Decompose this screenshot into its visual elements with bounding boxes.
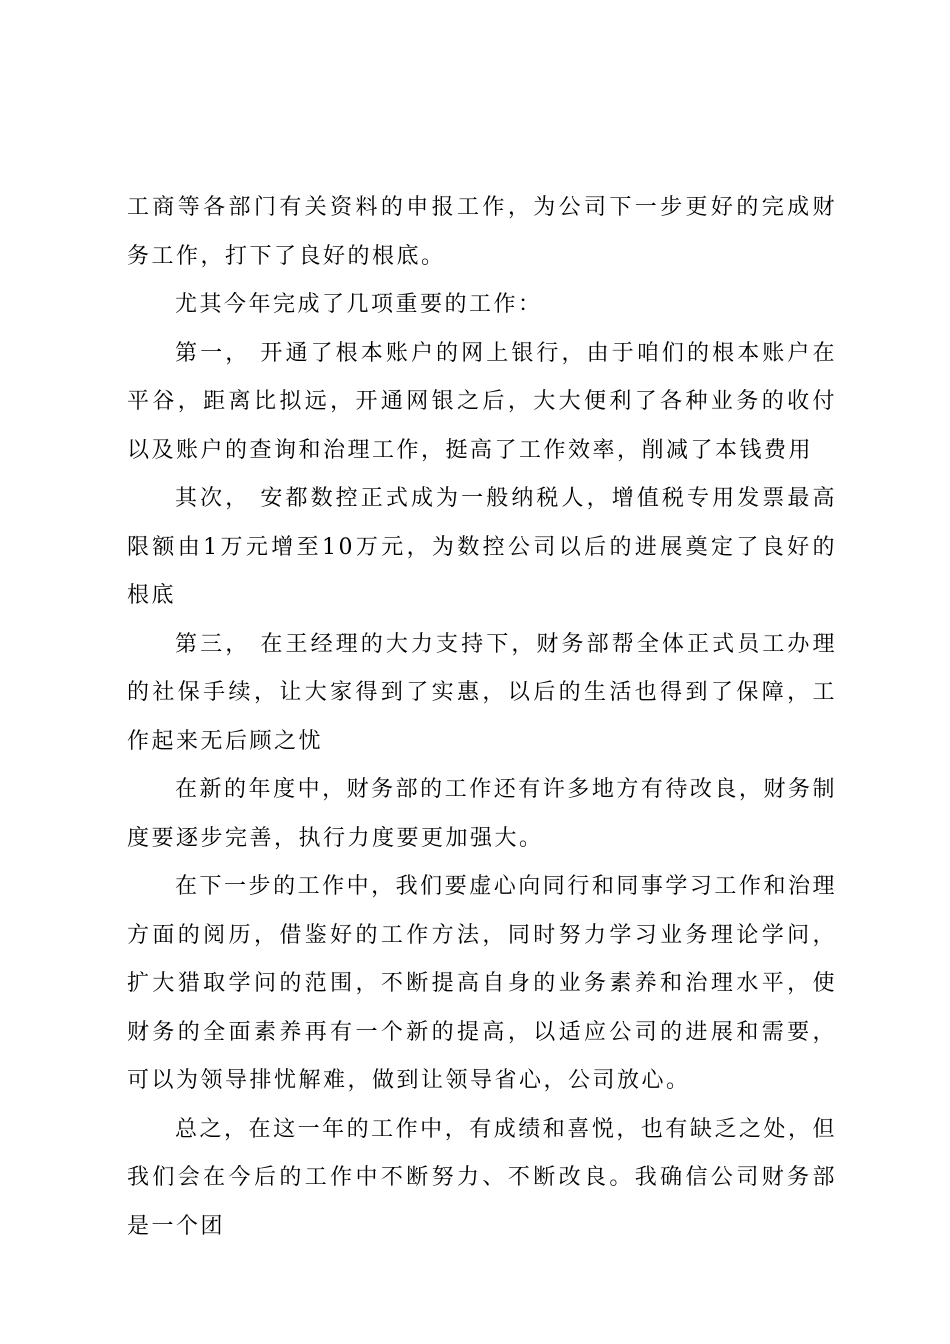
paragraph-key-tasks-heading: 尤其今年完成了几项重要的工作： (175, 292, 543, 317)
document-body (127, 184, 837, 1251)
paragraph-new-year-plan: 在新的年度中，财务部的工作还有许多地方有待改良，财务制度要逐步完善，执行力度要更加强大。 (127, 777, 837, 851)
paragraph-task-three: 第三， 在王经理的大力支持下，财务部帮全体正式员工办理的社保手续，让大家得到了实惠，以后的生活也得到了保障，工作起来无后顾之忧 (127, 631, 837, 754)
paragraph-task-one: 第一， 开通了根本账户的网上银行，由于咱们的根本账户在平谷，距离比拟远，开通网银之后，大大便利了各种业务的收付以及账户的查询和治理工作，挺高了工作效率，削减了本钱费用 (127, 340, 837, 463)
paragraph-task-two: 其次， 安都数控正式成为一般纳税人，增值税专用发票最高限额由1万元增至10万元，为数控公司以后的进展奠定了良好的根底 (127, 486, 837, 608)
paragraph-intro-continuation: 工商等各部门有关资料的申报工作，为公司下一步更好的完成财务工作，打下了良好的根底。 (127, 195, 837, 269)
paragraph-next-steps: 在下一步的工作中，我们要虚心向同行和同事学习工作和治理方面的阅历，借鉴好的工作方法，同时努力学习业务理论学问，扩大猎取学问的范围，不断提高自身的业务素养和治理水平，使财务的全面素养再有一个新的提高，以适应公司的进展和需要，可以为领导排忧解难，做到让领导省心，公司放心。 (127, 874, 837, 1093)
paragraph-conclusion: 总之，在这一年的工作中，有成绩和喜悦，也有缺乏之处，但我们会在今后的工作中不断努力、不断改良。我确信公司财务部是一个团 (127, 1116, 837, 1239)
